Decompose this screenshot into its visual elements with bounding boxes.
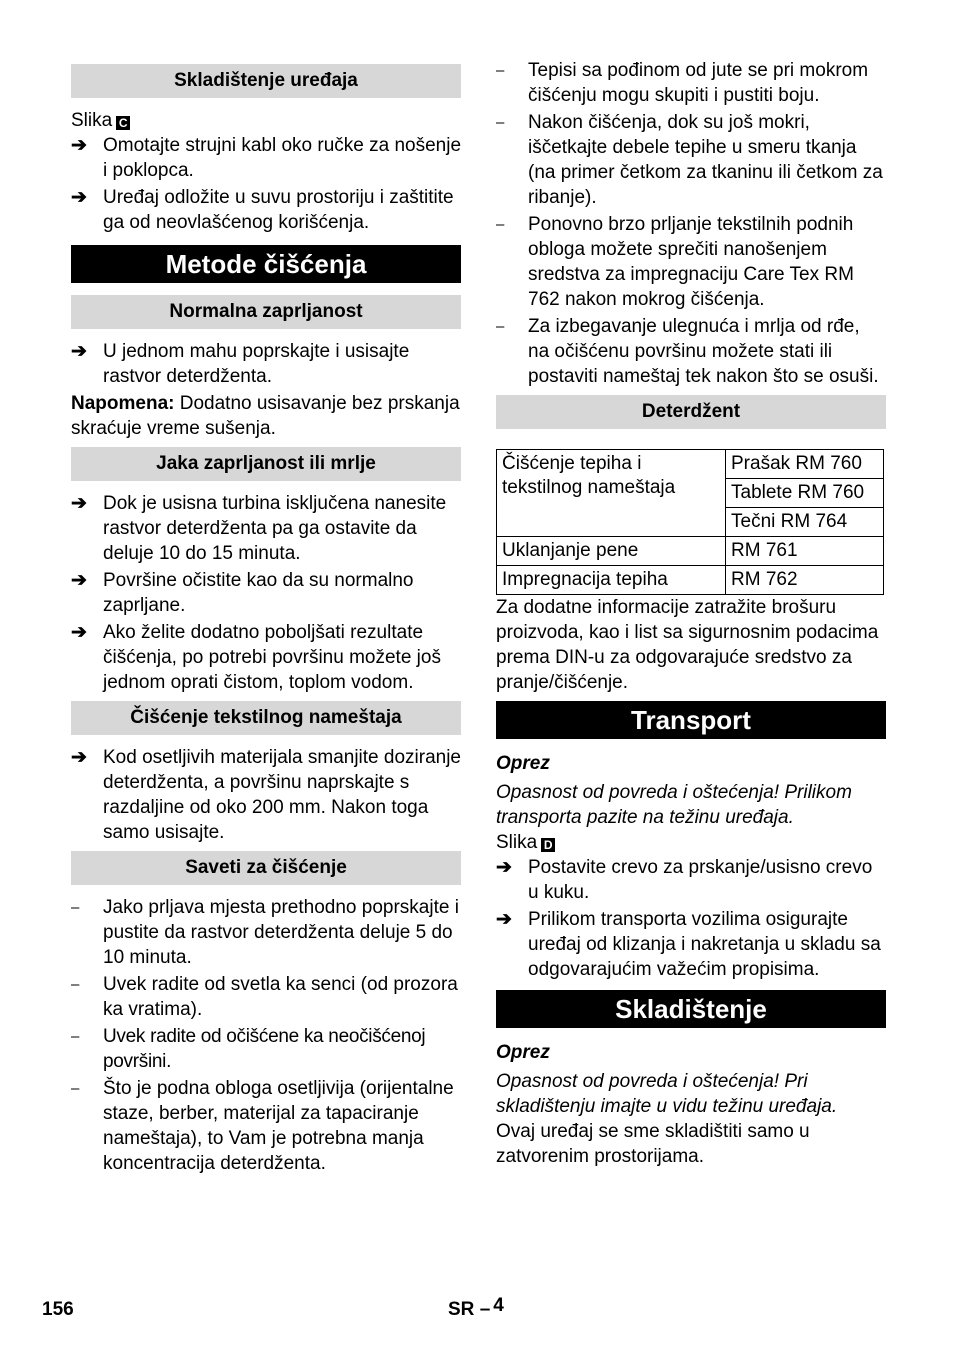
list-item: – Jako prljava mjesta prethodno poprskajte i pustite da rastvor deterdženta deluje 5 do 10 minuta. [71,897,459,968]
list-item: ➔ Ako želite dodatno poboljšati rezultate čišćenja, po potrebi površinu možete još jednom oprati čistom, toplom vodom. [71,622,441,693]
list-item: ➔ Prilikom transporta vozilima osigurajte uređaj od klizanja i nakretanja u skladu sa odgovarajućim važećim propisima. [496,909,881,980]
arrow-right-icon: ➔ [71,135,87,156]
list-item: ➔ Kod osetljivih materijala smanjite doziranje deterdženta, a površinu naprskajte s razdaljine od oko 200 mm. Nakon toga samo usisajte. [71,747,462,843]
caution-text: Opasnost od povreda i oštećenja! Pri skladištenju imajte u vidu težinu uređaja. [496,1071,838,1117]
table-cell: Čišćenje tepiha i tekstilnog nameštaja [497,450,726,537]
arrow-right-icon: ➔ [71,622,87,643]
table-row [497,450,884,479]
lang-prefix: SR [448,1299,475,1320]
dash-bullet: – [71,899,80,916]
table-row [497,537,884,566]
caution-label: Oprez [496,1042,550,1063]
storage-text: Ovaj uređaj se sme skladištiti samo u zatvorenim prostorijama. [496,1121,810,1167]
figure-label: Slika [496,832,538,853]
arrow-right-icon: ➔ [71,493,87,514]
table-cell: Prašak RM 760 [726,450,884,479]
dash-bullet: – [496,114,505,131]
figure-letter-d: D [541,838,555,852]
heading-normal: Normalna zaprljanost [71,295,461,329]
heading-upholstery: Čišćenje tekstilnog nameštaja [71,701,461,735]
arrow-right-icon: ➔ [71,187,87,208]
dash-bullet: – [496,216,505,233]
list-item: ➔ U jednom mahu poprskajte i usisajte rastvor deterdženta. [71,341,410,387]
table-cell: RM 762 [726,566,884,595]
figure-letter-c: C [116,116,130,130]
list-item: – Ponovno brzo prljanje tekstilnih podnih obloga možete sprečiti nanošenjem sredstva za impregnaciju Care Tex RM 762 nakon mokrog čišćenja. [496,214,854,310]
left-column [71,58,461,1178]
section-number: 4 [493,1295,504,1316]
heading-methods: Metode čišćenja [71,245,461,283]
figure-ref-c [71,108,461,133]
arrow-right-icon: ➔ [496,857,512,878]
list-item: – Što je podna obloga osetljivija (orijentalne staze, berber, materijal za tapaciranje nameštaja), to Vam je potrebna manja koncentracija deterdženta. [71,1078,454,1174]
caution-label: Oprez [496,753,550,774]
table-cell: Uklanjanje pene [497,537,726,566]
list-item: – Uvek radite od očišćene ka neočišćenoj površini. [71,1026,426,1072]
figure-ref-d [496,830,886,855]
heading-transport: Transport [496,701,886,739]
list-item: – Tepisi sa pođinom od jute se pri mokrom čišćenju mogu skupiti i pustiti boju. [496,60,869,106]
list-item: ➔ Dok je usisna turbina isključena nanesite rastvor deterdženta pa ga ostavite da deluje 10 do 15 minuta. [71,493,447,564]
heading-tips: Saveti za čišćenje [71,851,461,885]
dash-bullet: – [496,62,505,79]
note [71,391,461,441]
list-item: ➔ Uređaj odložite u suvu prostoriju i zaštitite ga od neovlašćenog korišćenja. [71,187,454,233]
dash-bullet: – [71,976,80,993]
heading-heavy: Jaka zaprljanost ili mrlje [71,447,461,481]
table-cell: RM 761 [726,537,884,566]
dash-bullet: – [71,1028,80,1045]
footer-dash: – [479,1299,491,1320]
arrow-right-icon: ➔ [71,341,87,362]
list-item: ➔ Površine očistite kao da su normalno zaprljane. [71,570,414,616]
detergent-table [496,449,884,595]
table-row [497,566,884,595]
list-item: ➔ Postavite crevo za prskanje/usisno crevo u kuku. [496,857,873,903]
arrow-right-icon: ➔ [71,747,87,768]
right-column [496,58,886,1169]
page-number: 156 [42,1299,74,1320]
arrow-right-icon: ➔ [496,909,512,930]
heading-storage-device: Skladištenje uređaja [71,64,461,98]
dash-bullet: – [496,318,505,335]
caution-text: Opasnost od povreda i oštećenja! Prilikom transporta pazite na težinu uređaja. [496,782,852,828]
list-item: – Za izbegavanje ulegnuća i mrlja od rđe, na očišćenu površinu možete stati ili postaviti nameštaj tek nakon što se osuši. [496,316,879,387]
table-cell: Tečni RM 764 [726,508,884,537]
detergent-text: Za dodatne informacije zatražite brošuru proizvoda, kao i list sa sigurnosnim podacima prema DIN-u za odgovarajuće sredstvo za pranje/čišćenje. [496,597,879,693]
note-label: Napomena: [71,393,175,414]
page-label [448,1297,504,1322]
heading-storage: Skladištenje [496,990,886,1028]
arrow-right-icon: ➔ [71,570,87,591]
figure-label: Slika [71,110,113,131]
table-cell: Impregnacija tepiha [497,566,726,595]
table-cell: Tablete RM 760 [726,479,884,508]
list-item: ➔ Omotajte strujni kabl oko ručke za nošenje i poklopca. [71,135,462,181]
list-item: – Uvek radite od svetla ka senci (od prozora ka vratima). [71,974,458,1020]
list-item: – Nakon čišćenja, dok su još mokri, iščetkajte debele tepihe u smeru tkanja (na primer četkom za tkaninu ili četkom za ribanje). [496,112,883,208]
note-text: Dodatno usisavanje bez prskanja skraćuje vreme sušenja. [71,393,460,439]
dash-bullet: – [71,1080,80,1097]
heading-detergent: Deterdžent [496,395,886,429]
